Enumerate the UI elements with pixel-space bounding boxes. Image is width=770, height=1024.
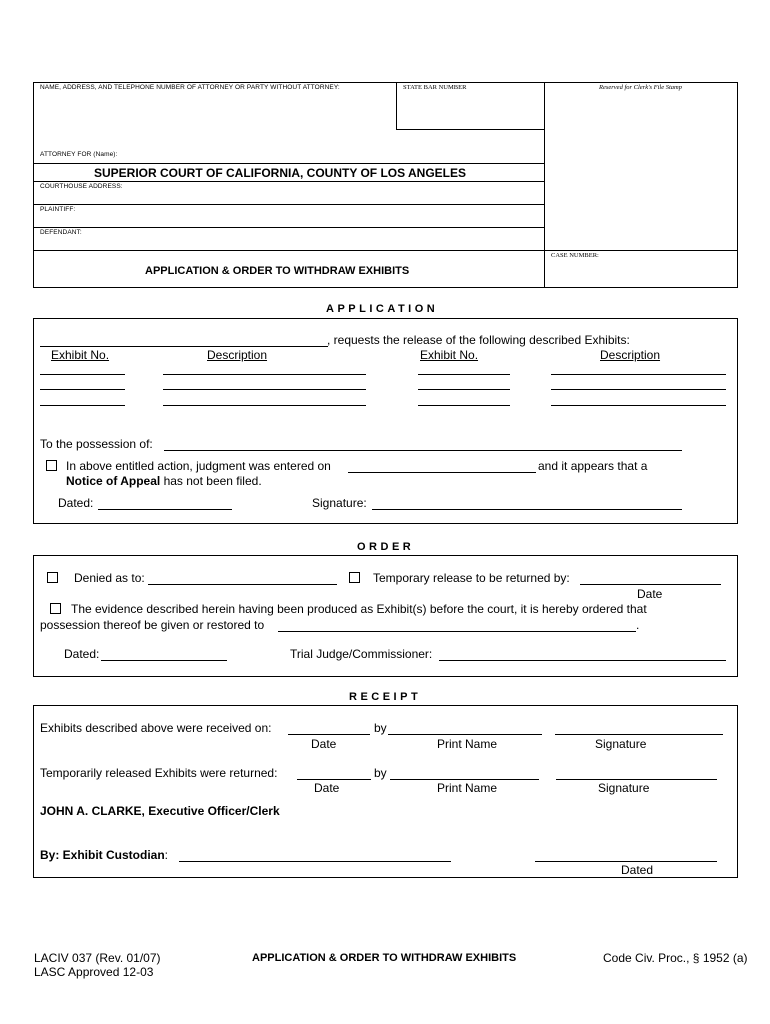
state-bar-number-label: STATE BAR NUMBER <box>403 84 467 91</box>
application-signature-blank[interactable] <box>372 509 682 510</box>
description-blank-2-row-2[interactable] <box>551 389 726 390</box>
receipt-section-title: RECEIPT <box>349 691 422 703</box>
clerk-name: JOHN A. CLARKE, Executive Officer/Clerk <box>40 804 280 818</box>
order-dated-label: Dated: <box>64 647 100 661</box>
attorney-for-label: ATTORNEY FOR (Name): <box>40 151 118 158</box>
description-blank-1-row-2[interactable] <box>163 389 366 390</box>
notice-of-appeal-text <box>66 474 262 488</box>
case-number-input-area[interactable] <box>548 262 734 286</box>
plaintiff-label: PLAINTIFF: <box>40 206 76 213</box>
order-dated-blank[interactable] <box>101 660 227 661</box>
temporary-release-label: Temporary release to be returned by: <box>373 571 570 585</box>
notice-of-appeal-rest: has not been filed. <box>163 474 262 488</box>
received-signature-blank[interactable] <box>555 734 723 735</box>
received-signature-caption: Signature <box>595 737 647 751</box>
received-date-caption: Date <box>311 737 337 751</box>
returned-date-blank[interactable] <box>297 779 371 780</box>
custodian-dated-caption: Dated <box>621 863 654 877</box>
custodian-dated-blank[interactable] <box>535 861 717 862</box>
returned-date-caption: Date <box>314 781 340 795</box>
exhibit-custodian-bold: By: Exhibit Custodian <box>40 848 165 862</box>
notice-of-appeal-bold: Notice of Appeal <box>66 474 161 488</box>
judge-commissioner-blank[interactable] <box>439 660 726 661</box>
courthouse-address-label: COURTHOUSE ADDRESS: <box>40 183 123 190</box>
description-blank-2-row-1[interactable] <box>551 374 726 375</box>
defendant-label: DEFENDANT: <box>40 229 82 236</box>
evidence-text: The evidence described herein having been produced as Exhibit(s) before the court, it is hereby ordered that <box>71 602 647 616</box>
description-blank-2-row-3[interactable] <box>551 405 726 406</box>
returned-by-label: by <box>374 766 387 780</box>
description-header-1: Description <box>207 348 268 362</box>
evidence-checkbox[interactable] <box>50 603 61 614</box>
description-blank-1-row-3[interactable] <box>163 405 366 406</box>
court-name-heading: SUPERIOR COURT OF CALIFORNIA, COUNTY OF LOS ANGELES <box>94 166 467 180</box>
exhibit-no-header-1: Exhibit No. <box>51 348 110 362</box>
received-on-label: Exhibits described above were received on: <box>40 721 272 735</box>
possession-blank[interactable] <box>164 450 682 451</box>
denied-checkbox[interactable] <box>47 572 58 583</box>
received-by-label: by <box>374 721 387 735</box>
code-reference: Code Civ. Proc., § 1952 (a) <box>603 951 748 965</box>
exhibit-no-blank-2-row-2[interactable] <box>418 389 510 390</box>
clerk-file-stamp-label: Reserved for Clerk's File Stamp <box>599 84 682 91</box>
application-dated-blank[interactable] <box>98 509 232 510</box>
judge-commissioner-label: Trial Judge/Commissioner: <box>290 647 433 661</box>
court-name-line <box>33 181 544 182</box>
attorney-name-input-area[interactable] <box>36 95 392 147</box>
requests-release-text: , requests the release of the following described Exhibits: <box>327 333 630 347</box>
application-section-title: APPLICATION <box>326 303 439 315</box>
denied-blank[interactable] <box>148 584 337 585</box>
footer-form-title: APPLICATION & ORDER TO WITHDRAW EXHIBITS <box>252 952 517 964</box>
form-number: LACIV 037 (Rev. 01/07) <box>34 951 161 965</box>
case-number-label: CASE NUMBER: <box>551 252 599 259</box>
possession-restored-period: . <box>636 618 640 632</box>
application-dated-label: Dated: <box>58 496 94 510</box>
received-date-blank[interactable] <box>288 734 370 735</box>
exhibit-custodian-blank[interactable] <box>179 861 451 862</box>
returned-signature-blank[interactable] <box>556 779 717 780</box>
plaintiff-line <box>33 227 544 228</box>
appears-text: and it appears that a <box>538 459 648 473</box>
judgment-date-blank[interactable] <box>348 472 536 473</box>
exhibit-no-blank-1-row-2[interactable] <box>40 389 125 390</box>
exhibit-no-blank-1-row-1[interactable] <box>40 374 125 375</box>
lasc-approved: LASC Approved 12-03 <box>34 965 154 979</box>
application-signature-label: Signature: <box>312 496 367 510</box>
temporary-release-date-caption: Date <box>637 587 663 601</box>
applicant-name-blank[interactable] <box>40 346 328 347</box>
form-title: APPLICATION & ORDER TO WITHDRAW EXHIBITS <box>145 265 410 277</box>
description-blank-1-row-1[interactable] <box>163 374 366 375</box>
exhibit-no-blank-2-row-1[interactable] <box>418 374 510 375</box>
exhibit-custodian-colon: : <box>164 848 169 862</box>
defendant-line <box>33 250 738 251</box>
returned-signature-caption: Signature <box>598 781 650 795</box>
possession-restored-blank[interactable] <box>278 631 636 632</box>
temporary-release-checkbox[interactable] <box>349 572 360 583</box>
attorney-name-label: NAME, ADDRESS, AND TELEPHONE NUMBER OF ATTORNEY OR PARTY WITHOUT ATTORNEY: <box>40 84 340 91</box>
returned-print-name-blank[interactable] <box>390 779 539 780</box>
exhibit-custodian-label <box>40 848 168 862</box>
temporary-release-date-blank[interactable] <box>580 584 721 585</box>
courthouse-line <box>33 204 544 205</box>
received-print-name-blank[interactable] <box>388 734 542 735</box>
order-section-title: ORDER <box>357 541 415 553</box>
judgment-text: In above entitled action, judgment was entered on <box>66 459 331 473</box>
description-header-2: Description <box>600 348 661 362</box>
exhibit-no-blank-1-row-3[interactable] <box>40 405 125 406</box>
exhibit-no-header-2: Exhibit No. <box>420 348 479 362</box>
denied-label: Denied as to: <box>74 571 145 585</box>
possession-restored-text: possession thereof be given or restored to <box>40 618 265 632</box>
returned-label: Temporarily released Exhibits were returned: <box>40 766 278 780</box>
returned-print-name-caption: Print Name <box>437 781 498 795</box>
exhibit-no-blank-2-row-3[interactable] <box>418 405 510 406</box>
judgment-checkbox[interactable] <box>46 460 57 471</box>
possession-label: To the possession of: <box>40 437 153 451</box>
attorney-for-line <box>33 163 544 164</box>
received-print-name-caption: Print Name <box>437 737 498 751</box>
